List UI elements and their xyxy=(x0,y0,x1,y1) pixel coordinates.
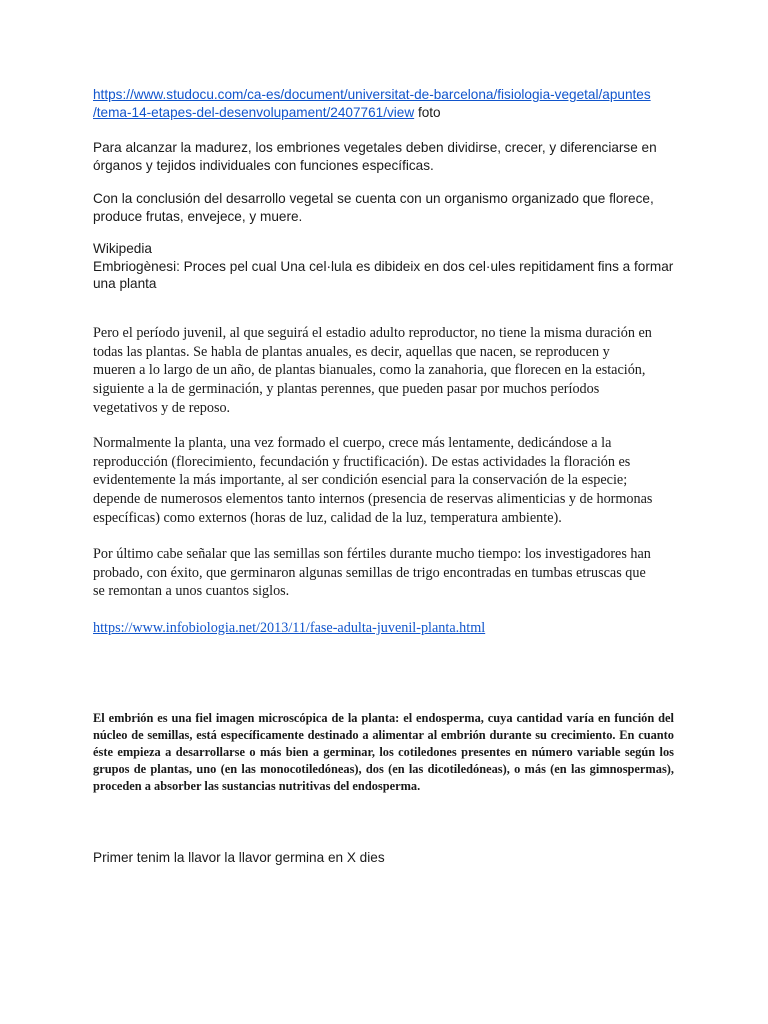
closing-note: Primer tenim la llavor la llavor germina en X dies xyxy=(93,850,385,865)
intro-paragraph-2: Con la conclusión del desarrollo vegetal se cuenta con un organismo organizado que florece, produce frutas, envejece, y muere. xyxy=(93,191,654,224)
studocu-link[interactable] xyxy=(93,87,651,120)
paragraph-juvenil: Pero el período juvenil, al que seguirá el estadio adulto reproductor, no tiene la misma duración en todas las plantas. Se habla de plantas anuales, es decir, aquellas que nacen, se reproducen y mueren a lo largo de un año, de plantas bianuales, como la zanahoria, que florecen en la estación, siguiente a la de germinación, y plantas perennes, que pueden pasar por muchos períodos vegetativos y de reposo. xyxy=(93,325,652,416)
wikipedia-definition: Embriogènesi: Proces pel cual Una cel·lula es dibideix en dos cel·ules repitidament fins a formar una planta xyxy=(93,258,674,291)
infobiologia-link-block xyxy=(93,619,653,638)
intro-paragraph-1: Para alcanzar la madurez, los embriones vegetales deben dividirse, crecer, y diferenciarse en órganos y tejidos individuales con funciones específicas. xyxy=(93,140,657,173)
paragraph-reproduccion: Normalmente la planta, una vez formado el cuerpo, crece más lentamente, dedicándose a la reproducción (florecimiento, fecundación y fructificación). De estas actividades la floración es evidentemente la más importante, al ser condición esencial para la conservación de la especie; depende de numerosos elementos tanto internos (presencia de reservas alimenticias y de hormonas específicas) como externos (horas de luz, calidad de la luz, temperatura ambiente). xyxy=(93,435,653,526)
infobiologia-link[interactable]: https://www.infobiologia.net/2013/11/fase-adulta-juvenil-planta.html xyxy=(93,620,486,636)
studocu-link-line-1[interactable]: https://www.studocu.com/ca-es/document/universitat-de-barcelona/fisiologia-vegetal/apuntes xyxy=(93,87,651,102)
paragraph-semillas: Por último cabe señalar que las semillas son fértiles durante mucho tiempo: los investigadores han probado, con éxito, que germinaron algunas semillas de trigo encontradas en tumbas etruscas que se remontan a unos cuantos siglos. xyxy=(93,546,651,600)
studocu-link-line-2[interactable]: /tema-14-etapes-del-desenvolupament/2407761/view xyxy=(93,104,415,120)
wikipedia-label: Wikipedia xyxy=(93,241,152,256)
foto-label: foto xyxy=(414,104,441,120)
paragraph-embrion: El embrión es una fiel imagen microscópica de la planta: el endosperma, cuya cantidad varía en función del núcleo de semillas, está específicamente destinado a alimentar al embrión durante su crecimiento. En cuanto éste empieza a desarrollarse o más bien a germinar, los cotiledones presentes en número variable según los grupos de plantas, uno (en las monocotiledóneas), dos (en las dicotiledóneas), o más (en las gimnospermas), proceden a absorber las sustancias nutritivas del endosperma. xyxy=(93,711,674,793)
source-link-block xyxy=(93,86,683,121)
wikipedia-block xyxy=(93,240,683,293)
